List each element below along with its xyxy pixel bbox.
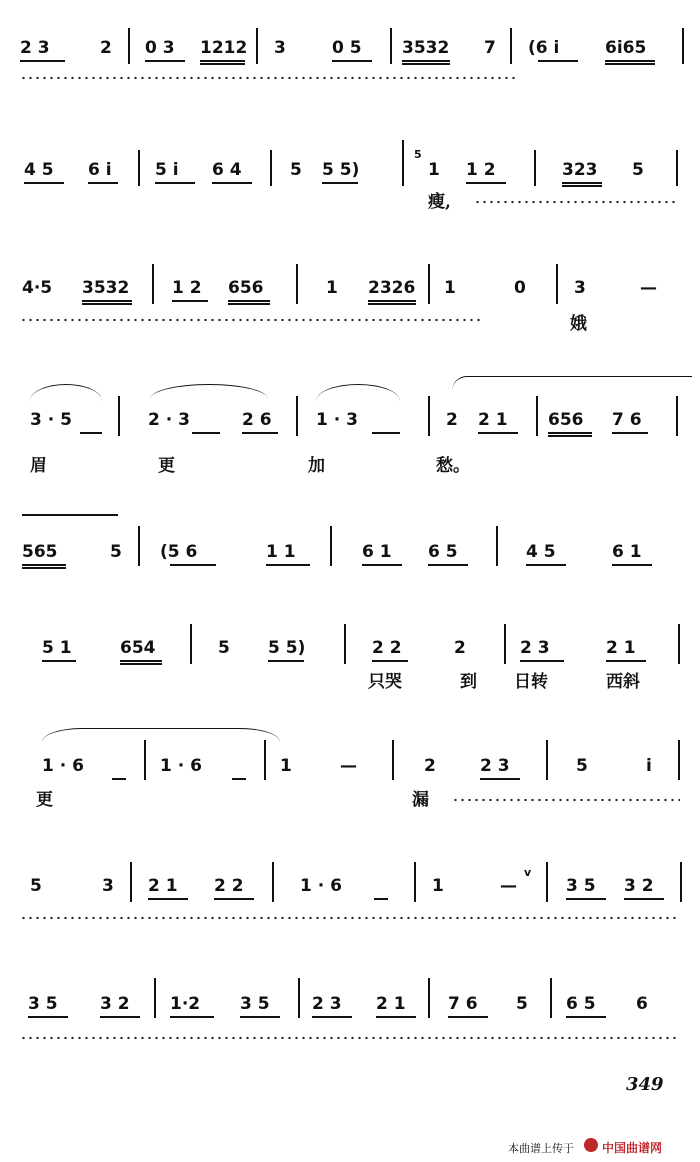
underline (538, 60, 578, 62)
underline (562, 182, 602, 184)
note-group: 1 2 (466, 160, 496, 180)
note-group: 5 (30, 876, 42, 896)
site-logo-icon (584, 1138, 598, 1152)
note-group: 565 (22, 542, 58, 562)
note-group: 1 · 3 (316, 410, 358, 430)
bar-line (550, 978, 552, 1018)
underline (624, 898, 664, 900)
underline (228, 300, 270, 302)
bar-line (402, 140, 404, 186)
note-group: 0 5 (332, 38, 362, 58)
note-group: 1 (326, 278, 338, 298)
note-group: 3 5 (28, 994, 58, 1014)
note-group: i (646, 756, 652, 776)
slur (30, 384, 102, 401)
underline (480, 778, 520, 780)
lyric: 漏 (412, 790, 429, 810)
note-group: 7 6 (448, 994, 478, 1014)
bar-line (534, 150, 536, 186)
note-group: 1 · 6 (300, 876, 342, 896)
note-group: 323 (562, 160, 598, 180)
bar-line (272, 862, 274, 902)
underline (82, 300, 132, 302)
note-group: 1 · 6 (42, 756, 84, 776)
note-group: 2 3 (312, 994, 342, 1014)
note-group: 2 1 (478, 410, 508, 430)
note-group: 1 2 (172, 278, 202, 298)
bar-line (678, 624, 680, 664)
note-group: 3 2 (100, 994, 130, 1014)
underline (448, 1016, 488, 1018)
bar-line (190, 624, 192, 664)
underline (374, 898, 388, 900)
underline (155, 182, 195, 184)
note-group: 3 2 (624, 876, 654, 896)
bar-line (428, 396, 430, 436)
note-group: 7 6 (612, 410, 642, 430)
tie-line (22, 514, 118, 516)
underline (368, 300, 416, 302)
bar-line (678, 740, 680, 780)
underline (172, 300, 208, 302)
underline (20, 60, 65, 62)
note-group: 7 (484, 38, 496, 58)
lyric: 更 (36, 790, 53, 810)
note-group: 4 5 (526, 542, 556, 562)
note-group: 656 (228, 278, 264, 298)
note-group: 5 5) (322, 160, 360, 180)
bar-line (680, 862, 682, 902)
note-group: 3 · 5 (30, 410, 72, 430)
site-brand-link[interactable]: 中国曲谱网 (602, 1141, 663, 1155)
underline (368, 303, 416, 305)
breath-mark: v (524, 866, 532, 879)
note-group: 3 5 (240, 994, 270, 1014)
note-group: 0 (514, 278, 526, 298)
note-group: 2326 (368, 278, 416, 298)
underline (120, 663, 162, 665)
bar-line (536, 396, 538, 436)
note-group: 654 (120, 638, 156, 658)
underline (214, 898, 254, 900)
note-group: 5 (218, 638, 230, 658)
bar-line (128, 28, 130, 64)
underline (100, 1016, 140, 1018)
note-group: 6 5 (566, 994, 596, 1014)
bar-line (390, 28, 392, 64)
note-group: — (500, 876, 517, 896)
underline (268, 660, 304, 662)
underline (548, 432, 592, 434)
underline (80, 432, 102, 434)
note-group: 3 5 (566, 876, 596, 896)
bar-line (676, 396, 678, 436)
underline (192, 432, 220, 434)
lyric: 愁。 (436, 456, 470, 476)
note-group: — (340, 756, 357, 776)
underline (148, 898, 188, 900)
bar-line (152, 264, 154, 304)
note-group: 1212 (200, 38, 248, 58)
note-group: 1 · 6 (160, 756, 202, 776)
note-group: 2 1 (606, 638, 636, 658)
note-group: 4·5 (22, 278, 53, 298)
underline (240, 1016, 280, 1018)
underline (22, 564, 66, 566)
bar-line (428, 264, 430, 304)
bar-line (682, 28, 684, 64)
slur (150, 384, 268, 399)
lyric: 更 (158, 456, 175, 476)
lyric: 到 (460, 672, 477, 692)
underline (376, 1016, 416, 1018)
underline (228, 303, 270, 305)
underline (548, 435, 592, 437)
underline (562, 185, 602, 187)
dotted-rule (20, 76, 515, 80)
slur (42, 728, 280, 743)
underline (112, 778, 126, 780)
note-group: 1 (428, 160, 440, 180)
bar-line (676, 150, 678, 186)
dotted-rule (20, 916, 680, 920)
bar-line (138, 150, 140, 186)
lyric: 西斜 (606, 672, 640, 692)
note-group: 6i65 (605, 38, 647, 58)
note-group: 2 1 (148, 876, 178, 896)
underline (88, 182, 118, 184)
bar-line (296, 396, 298, 436)
underline (28, 1016, 68, 1018)
note-group: 1·2 (170, 994, 201, 1014)
underline (232, 778, 246, 780)
bar-line (144, 740, 146, 780)
underline (478, 432, 518, 434)
note-group: 2 (446, 410, 458, 430)
note-group: 6 1 (362, 542, 392, 562)
bar-line (138, 526, 140, 566)
note-group: 6 (636, 994, 648, 1014)
underline (170, 564, 216, 566)
underline (24, 182, 64, 184)
note-group: 3532 (82, 278, 130, 298)
lyric: 只哭 (368, 672, 402, 692)
underline (605, 63, 655, 65)
bar-line (130, 862, 132, 902)
note-group: 5 5) (268, 638, 306, 658)
underline (200, 63, 245, 65)
note-group: 2 3 (20, 38, 50, 58)
bar-line (556, 264, 558, 304)
note-group: — (640, 278, 657, 298)
underline (120, 660, 162, 662)
underline (520, 660, 564, 662)
underline (566, 1016, 606, 1018)
note-group: 4 5 (24, 160, 54, 180)
underline (612, 564, 652, 566)
underline (82, 303, 132, 305)
underline (402, 63, 450, 65)
bar-line (264, 740, 266, 780)
bar-line (546, 740, 548, 780)
lyric: 日转 (514, 672, 548, 692)
underline (402, 60, 450, 62)
underline (200, 60, 245, 62)
bar-line (428, 978, 430, 1018)
underline (22, 567, 66, 569)
note-group: 3532 (402, 38, 450, 58)
note-group: 2 1 (376, 994, 406, 1014)
note-group: (6 i (528, 38, 560, 58)
note-group: 3 (102, 876, 114, 896)
note-group: 2 2 (214, 876, 244, 896)
bar-line (344, 624, 346, 664)
note-group: 2 2 (372, 638, 402, 658)
underline (566, 898, 606, 900)
lyric: 加 (308, 456, 325, 476)
bar-line (392, 740, 394, 780)
page-number: 349 (626, 1074, 664, 1095)
underline (312, 1016, 352, 1018)
bar-line (296, 264, 298, 304)
note-group: 1 (432, 876, 444, 896)
note-group: 656 (548, 410, 584, 430)
underline (372, 660, 408, 662)
underline (42, 660, 76, 662)
footer-upload-text: 本曲谱上传于 (508, 1142, 574, 1155)
note-group: 6 1 (612, 542, 642, 562)
note-group: 5 (290, 160, 302, 180)
note-group: 5 i (155, 160, 179, 180)
lyric: 眉 (30, 456, 47, 476)
note-group: 5 (632, 160, 644, 180)
note-group: 1 1 (266, 542, 296, 562)
bar-line (330, 526, 332, 566)
dotted-rule (20, 1036, 680, 1040)
underline (170, 1016, 214, 1018)
underline (612, 432, 648, 434)
bar-line (118, 396, 120, 436)
underline (606, 660, 646, 662)
note-group: 3 (274, 38, 286, 58)
bar-line (546, 862, 548, 902)
bar-line (298, 978, 300, 1018)
underline (242, 432, 278, 434)
note-group: 5 (110, 542, 122, 562)
underline (322, 182, 358, 184)
dotted-rule (452, 798, 680, 802)
note-group: 2 3 (480, 756, 510, 776)
dotted-rule (20, 318, 480, 322)
bar-line (510, 28, 512, 64)
note-group: 5 1 (42, 638, 72, 658)
bar-line (256, 28, 258, 64)
slur (316, 384, 400, 401)
note-group: 2 3 (520, 638, 550, 658)
bar-line (154, 978, 156, 1018)
bar-line (496, 526, 498, 566)
note-group: 2 (424, 756, 436, 776)
underline (212, 182, 252, 184)
note-group: 6 5 (428, 542, 458, 562)
note-group: 2 6 (242, 410, 272, 430)
lyric: 瘦, (428, 192, 451, 212)
note-group: 2 · 3 (148, 410, 190, 430)
underline (466, 182, 506, 184)
bar-line (504, 624, 506, 664)
note-group: 2 (100, 38, 112, 58)
note-group: 2 (454, 638, 466, 658)
lyric: 娥 (570, 314, 587, 334)
underline (332, 60, 372, 62)
note-group: 0 3 (145, 38, 175, 58)
bar-line (270, 150, 272, 186)
bar-line (414, 862, 416, 902)
underline (428, 564, 468, 566)
note-group: 1 (444, 278, 456, 298)
underline (372, 432, 400, 434)
note-group: (5 6 (160, 542, 198, 562)
note-group: 1 (280, 756, 292, 776)
underline (266, 564, 310, 566)
grace-note: 5 (414, 148, 422, 161)
slur (452, 376, 692, 391)
note-group: 6 i (88, 160, 112, 180)
note-group: 6 4 (212, 160, 242, 180)
underline (145, 60, 185, 62)
dotted-rule (474, 200, 679, 204)
note-group: 3 (574, 278, 586, 298)
note-group: 5 (576, 756, 588, 776)
underline (605, 60, 655, 62)
underline (362, 564, 402, 566)
underline (526, 564, 566, 566)
note-group: 5 (516, 994, 528, 1014)
